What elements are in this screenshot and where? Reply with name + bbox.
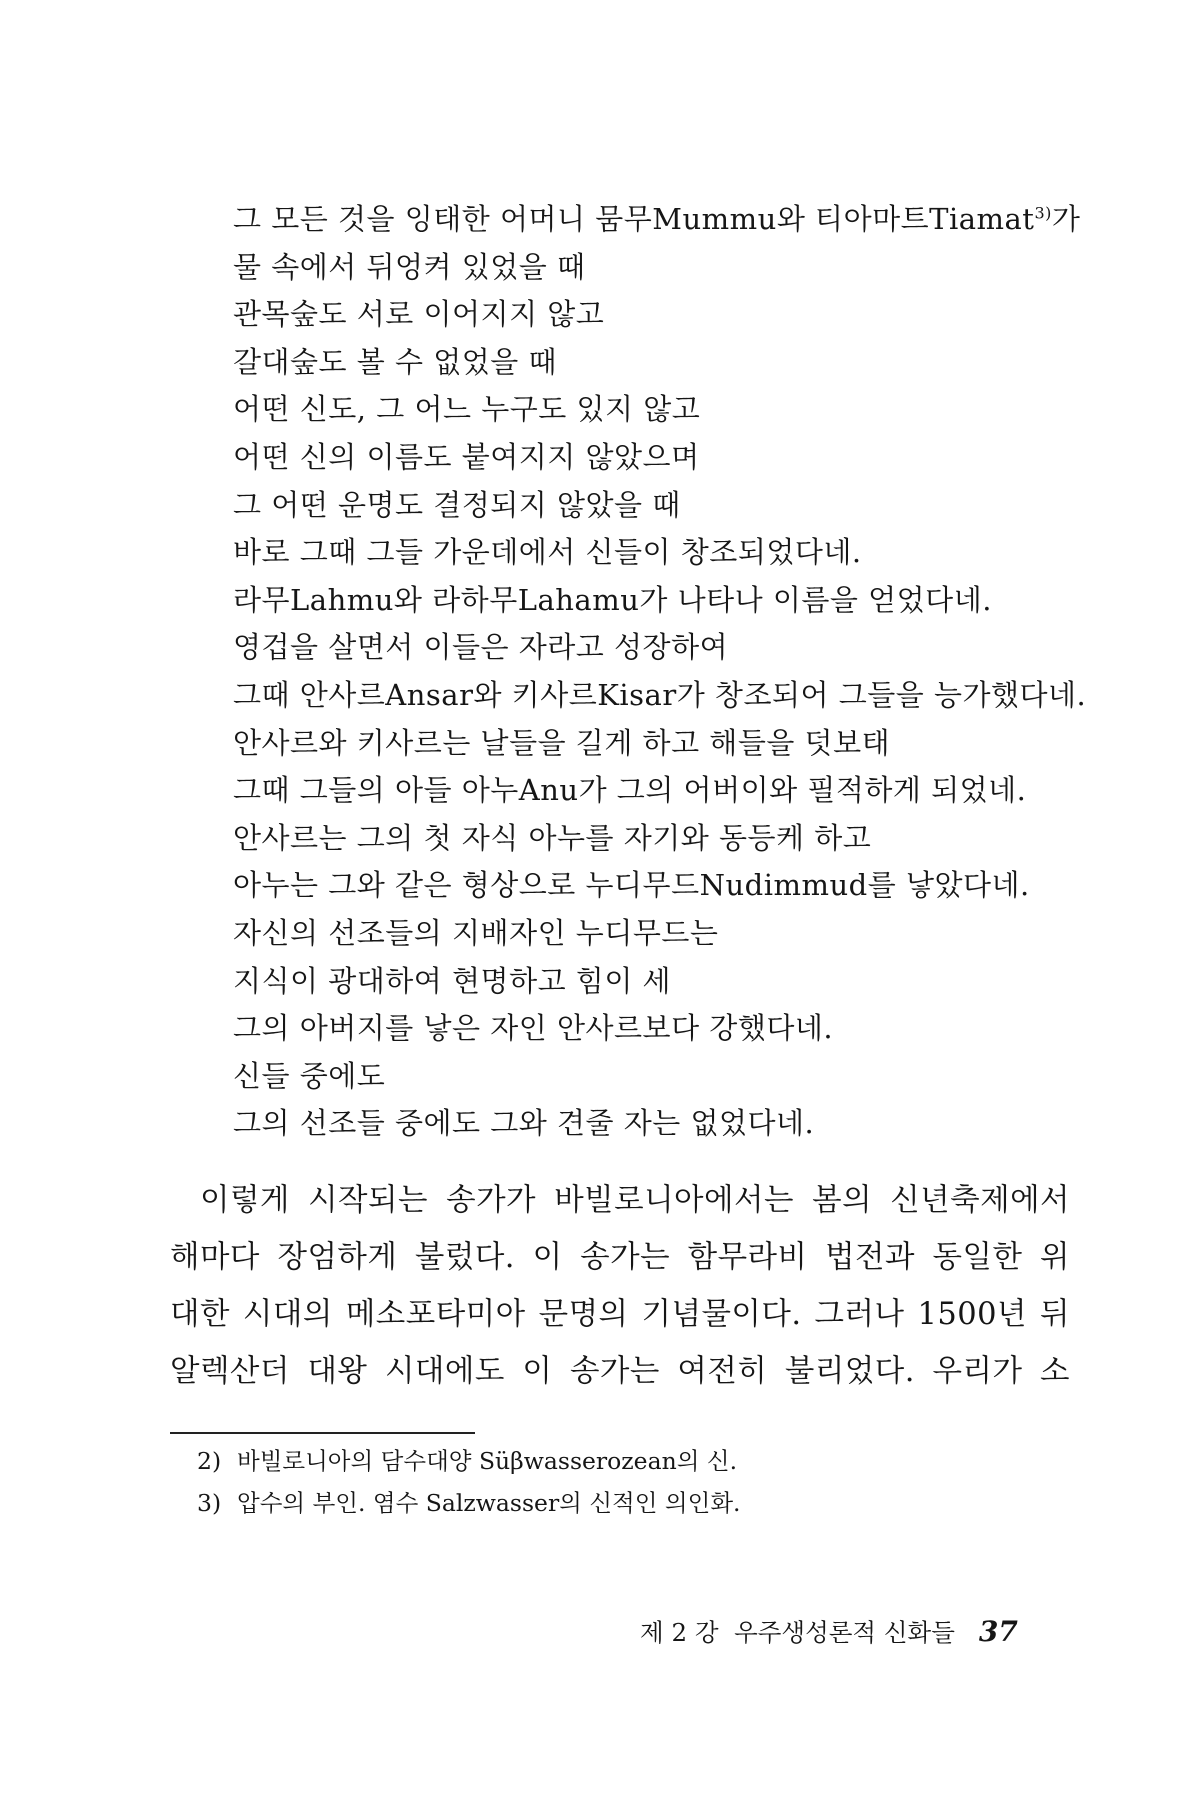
paragraph-line-2: 해마다 장엄하게 불렀다. 이 송가는 함무라비 법전과 동일한 위	[170, 1240, 1070, 1275]
poem-line-4: 갈대숲도 볼 수 없었을 때	[233, 344, 558, 379]
chapter-title: 제 2 강 우주생성론적 신화들	[640, 1618, 955, 1647]
poem-line-8: 바로 그때 그들 가운데에서 신들이 창조되었다네.	[233, 535, 862, 570]
footnote-text: 압수의 부인. 염수 Salzwasser의 신적인 의인화.	[237, 1489, 741, 1517]
poem-line-12: 안사르와 키사르는 날들을 길게 하고 해들을 덧보태	[233, 725, 891, 760]
page-number: 37	[978, 1615, 1018, 1648]
paragraph-line-3: 대한 시대의 메소포타미아 문명의 기념물이다. 그러나 1500년 뒤	[170, 1297, 1070, 1332]
poem-line-16: 자신의 선조들의 지배자인 누디무드는	[233, 915, 719, 950]
paragraph-line-1: 이렇게 시작되는 송가가 바빌로니아에서는 봄의 신년축제에서	[200, 1183, 1070, 1218]
poem-line-6: 어떤 신의 이름도 붙여지지 않았으며	[233, 439, 700, 474]
footnote-number: 2)	[197, 1447, 222, 1475]
poem-line-14: 안사르는 그의 첫 자식 아누를 자기와 동등케 하고	[233, 820, 872, 855]
footnote-3	[197, 1482, 1077, 1524]
poem-line-18: 그의 아버지를 낳은 자인 안사르보다 강했다네.	[233, 1011, 834, 1046]
poem-line-1: 그 모든 것을 잉태한 어머니 뭄무Mummu와 티아마트Tiamat$^{3)}$가	[233, 202, 1081, 236]
poem-line-13: 그때 그들의 아들 아누Anu가 그의 어버이와 필적하게 되었네.	[233, 773, 1027, 808]
poem-line-20: 그의 선조들 중에도 그와 견줄 자는 없었다네.	[233, 1106, 815, 1141]
footnote-2	[197, 1440, 1077, 1482]
poem-line-2: 물 속에서 뒤엉켜 있었을 때	[233, 249, 586, 284]
poem-line-17: 지식이 광대하여 현명하고 힘이 세	[233, 963, 672, 998]
footnote-divider	[170, 1432, 475, 1434]
poem-block	[233, 196, 1133, 1148]
running-footer	[640, 1614, 1018, 1649]
body-paragraph	[170, 1172, 1070, 1400]
poem-line-11: 그때 안사르Ansar와 키사르Kisar가 창조되어 그들을 능가했다네.	[233, 677, 1087, 712]
footnote-text: 바빌로니아의 담수대양 Süβwasserozean의 신.	[237, 1447, 738, 1475]
poem-line-7: 그 어떤 운명도 결정되지 않았을 때	[233, 487, 681, 522]
poem-line-10: 영겁을 살면서 이들은 자라고 성장하여	[233, 630, 729, 665]
poem-line-15: 아누는 그와 같은 형상으로 누디무드Nudimmud를 낳았다네.	[233, 868, 1030, 903]
poem-line-19: 신들 중에도	[233, 1058, 386, 1093]
footnotes	[197, 1440, 1077, 1524]
footnote-marker-3: 3)	[1034, 203, 1052, 223]
poem-line-5: 어떤 신도, 그 어느 누구도 있지 않고	[233, 392, 701, 427]
poem-line-3: 관목숲도 서로 이어지지 않고	[233, 297, 605, 332]
poem-line-9: 라무Lahmu와 라하무Lahamu가 나타나 이름을 얻었다네.	[233, 582, 992, 617]
paragraph-line-4: 알렉산더 대왕 시대에도 이 송가는 여전히 불리었다. 우리가 소	[170, 1354, 1070, 1389]
footnote-number: 3)	[197, 1489, 222, 1517]
